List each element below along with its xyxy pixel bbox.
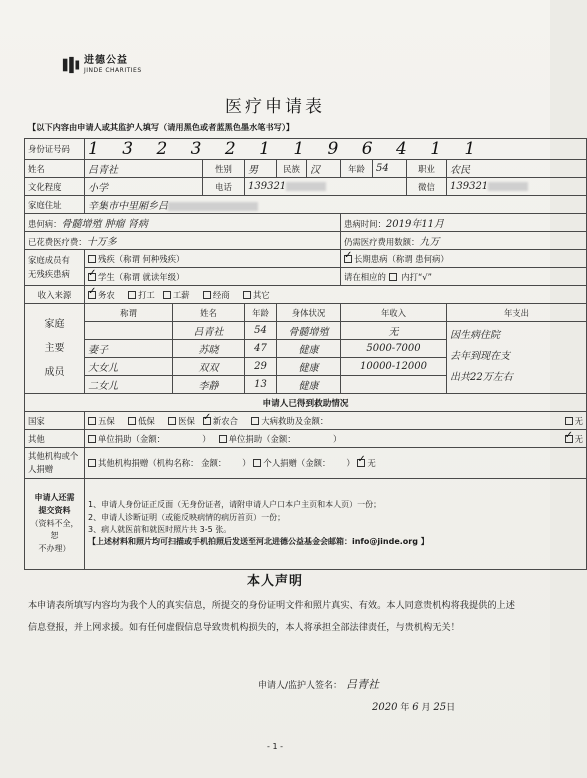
- id-row: [25, 139, 587, 160]
- logo-en-text: JINDE CHARITIES: [84, 67, 142, 74]
- gender-value[interactable]: 男: [245, 160, 277, 178]
- sign-date: [372, 700, 455, 713]
- family-health[interactable]: 健康: [277, 358, 341, 376]
- job-label: 职业: [407, 160, 447, 178]
- basic-info-row: [25, 160, 587, 178]
- family-relation[interactable]: 二女儿: [85, 376, 173, 394]
- unit-aid-options: 单位捐助（金额： ） 单位捐助（金额： ） ✓ 无: [85, 430, 587, 448]
- charity-aid-label: 其他机构或个 人捐赠: [25, 448, 85, 479]
- disease-time-cell[interactable]: 患病时间：2019年11月: [341, 214, 587, 232]
- income-other-option[interactable]: 其它: [243, 290, 270, 300]
- date-year[interactable]: 2020: [372, 702, 398, 713]
- date-day-label: 日: [446, 703, 456, 713]
- family-name[interactable]: 苏晓: [173, 340, 245, 358]
- materials-label: 申请人还需 提交资料 （资料不全，恕 不办理）: [25, 479, 85, 570]
- name-label: 姓名: [25, 160, 85, 178]
- declaration-title: 本人声明: [246, 574, 303, 589]
- phone-label: 电话: [203, 178, 245, 196]
- disability-option[interactable]: 残疾（称谓 何种残疾）: [85, 250, 341, 268]
- form-title: 医疗申请表: [225, 97, 325, 117]
- family-name[interactable]: 李静: [173, 376, 245, 394]
- jinde-logo: [62, 56, 142, 74]
- org-donation-option[interactable]: 其他机构捐赠（机构名称： 金额：: [88, 458, 226, 468]
- aid-section-row: [25, 394, 587, 412]
- form-instruction: 【以下内容由申请人或其监护人填写（请用黑色或者蓝黑色墨水笔书写）】: [28, 122, 295, 132]
- address-label: 家庭住址: [25, 196, 85, 214]
- family-header-row: [25, 304, 587, 322]
- family-relation[interactable]: 妻子: [85, 340, 173, 358]
- income-row: [25, 286, 587, 304]
- disease-cell[interactable]: 患何病：骨髓增殖 肿瘤 肾病: [25, 214, 341, 232]
- wubao-option[interactable]: 五保: [88, 416, 115, 426]
- date-month[interactable]: 6: [412, 702, 419, 713]
- ethnic-value[interactable]: 汉: [307, 160, 341, 178]
- income-farming-option[interactable]: ✓ 务农: [88, 290, 115, 300]
- personal-donation-option[interactable]: 个人捐赠（金额：: [253, 458, 330, 468]
- family-health[interactable]: 骨髓增殖: [277, 322, 341, 340]
- wechat-label: 微信: [407, 178, 447, 196]
- wechat-value[interactable]: 139321: [447, 178, 587, 196]
- disease-row: [25, 214, 587, 232]
- date-day[interactable]: 25: [433, 702, 447, 713]
- logo-mark-icon: [62, 56, 80, 74]
- family-col-health: 身体状况: [277, 304, 341, 322]
- edu-label: 文化程度: [25, 178, 85, 196]
- ethnic-label: 民族: [277, 160, 307, 178]
- contact-row: [25, 178, 587, 196]
- charity-aid-options: 其他机构捐赠（机构名称： 金额： ） 个人捐赠（金额： ） ✓ 无: [85, 448, 587, 479]
- family-relation[interactable]: [85, 322, 173, 340]
- charity-none-option[interactable]: ✓ 无: [357, 458, 375, 468]
- family-income[interactable]: 10000-12000: [341, 358, 447, 376]
- income-options: [85, 286, 587, 304]
- declaration-text: 本申请表所填写内容均为我个人的真实信息，所提交的身份证明文件和照片真实、有效。本人同意贵机构将我提供的上述信息登报，并上网求援。如有任何虚假信息导致贵机构损失的，本人将承担全部法律责任，与贵机构无关！: [28, 600, 515, 633]
- disability-row-1: [25, 250, 587, 268]
- page-number: - 1 -: [267, 742, 283, 751]
- redacted-address: [168, 202, 258, 211]
- family-name[interactable]: 吕青社: [173, 322, 245, 340]
- unit-aid-label: 其他: [25, 430, 85, 448]
- materials-email-note: 【上述材料和照片均可扫描或手机拍照后发送至河北进德公益基金会邮箱：info@jinde.org 】: [88, 537, 429, 547]
- name-value[interactable]: 吕青社: [85, 160, 203, 178]
- family-col-expense: 年支出: [447, 304, 587, 322]
- material-item-2: 2、申请人诊断证明（或能反映病情的病历首页）一份；: [88, 512, 286, 522]
- family-income[interactable]: [341, 376, 447, 394]
- family-relation[interactable]: 大女儿: [85, 358, 173, 376]
- spent-cell[interactable]: 已花费医疗费：十万多: [25, 232, 341, 250]
- address-value[interactable]: 辛集市中里厢乡吕: [85, 196, 587, 214]
- family-expense[interactable]: 因生病住院 去年到现在支 出共22万左右: [447, 322, 587, 394]
- chronic-illness-option[interactable]: ✓ 长期患病（称谓 患何病）: [341, 250, 587, 268]
- age-value[interactable]: 54: [373, 160, 407, 178]
- disability-label: 家庭成员有 无残疾患病: [25, 250, 85, 286]
- materials-row: [25, 479, 587, 570]
- xinnonghe-option[interactable]: ✓ 新农合: [203, 416, 238, 426]
- redacted-wechat: [488, 182, 528, 191]
- signature-label: 申请人/监护人签名：: [258, 681, 343, 691]
- check-hint: 请在相应的 内打“√”: [341, 268, 587, 286]
- income-business-option[interactable]: 经商: [203, 290, 230, 300]
- redacted-phone: [286, 182, 326, 191]
- yibao-option[interactable]: 医保: [168, 416, 195, 426]
- id-number[interactable]: 1 3 2 3 2 1 1 9 6 4 1 1: [85, 139, 587, 160]
- table-row: [25, 322, 587, 340]
- disability-row-2: [25, 268, 587, 286]
- income-labor-option[interactable]: 打工: [128, 290, 155, 300]
- state-aid-label: 国家: [25, 412, 85, 430]
- family-health[interactable]: 健康: [277, 340, 341, 358]
- family-income[interactable]: 无: [341, 322, 447, 340]
- gender-label: 性别: [203, 160, 245, 178]
- state-aid-row: [25, 412, 587, 430]
- need-cell[interactable]: 仍需医疗费用数额：九万: [341, 232, 587, 250]
- family-col-name: 姓名: [173, 304, 245, 322]
- material-item-1: 1、申请人身份证正反面（无身份证者，请附申请人户口本户主页和本人页）一份；: [88, 500, 382, 510]
- family-col-age: 年龄: [245, 304, 277, 322]
- family-income[interactable]: 5000-7000: [341, 340, 447, 358]
- student-option[interactable]: ✓学生（称谓 就读年级）: [85, 268, 341, 286]
- income-label: 收入来源: [25, 286, 85, 304]
- date-year-label: 年: [400, 703, 410, 713]
- state-none-option[interactable]: 无: [565, 415, 583, 427]
- serious-illness-option[interactable]: 大病救助及金额：: [251, 416, 328, 426]
- family-age[interactable]: 47: [245, 340, 277, 358]
- family-label: 家庭 主要 成员: [25, 304, 85, 394]
- material-item-3: 3、病人就医前和就医时照片共 3-5 张。: [88, 525, 232, 534]
- address-row: [25, 196, 587, 214]
- charity-aid-row: [25, 448, 587, 479]
- phone-value[interactable]: 139321: [245, 178, 407, 196]
- state-aid-options: [85, 412, 587, 430]
- family-col-income: 年收入: [341, 304, 447, 322]
- income-salary-option[interactable]: 工薪: [163, 290, 190, 300]
- materials-list: [85, 479, 587, 570]
- edu-value[interactable]: 小学: [85, 178, 203, 196]
- date-month-label: 月: [421, 703, 431, 713]
- family-age[interactable]: 13: [245, 376, 277, 394]
- unit-none-option[interactable]: ✓ 无: [565, 433, 583, 445]
- family-col-relation: 称谓: [85, 304, 173, 322]
- signature-name[interactable]: 吕青社: [346, 678, 380, 691]
- family-name[interactable]: 双双: [173, 358, 245, 376]
- unit-aid-row: [25, 430, 587, 448]
- logo-cn-text: 进德公益: [84, 55, 128, 66]
- cost-row: [25, 232, 587, 250]
- dibao-option[interactable]: 低保: [128, 416, 155, 426]
- unit-donation-option-1[interactable]: 单位捐助（金额：: [88, 434, 165, 444]
- family-health[interactable]: 健康: [277, 376, 341, 394]
- application-form-table: [24, 138, 587, 570]
- unit-donation-option-2[interactable]: 单位捐助（金额：: [219, 434, 296, 444]
- job-value[interactable]: 农民: [447, 160, 587, 178]
- signature-line: [258, 676, 379, 692]
- family-age[interactable]: 29: [245, 358, 277, 376]
- age-label: 年龄: [341, 160, 373, 178]
- aid-section-title: 申请人已得到救助情况: [25, 394, 587, 412]
- id-label: 身份证号码: [25, 139, 85, 160]
- family-age[interactable]: 54: [245, 322, 277, 340]
